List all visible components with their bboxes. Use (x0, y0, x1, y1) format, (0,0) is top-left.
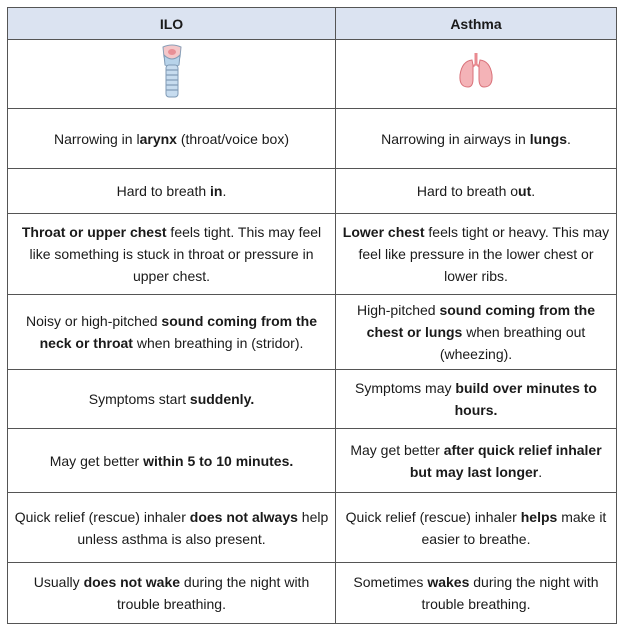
icon-cell-ilo (8, 40, 336, 109)
table-row (8, 295, 617, 370)
header-row (8, 8, 617, 40)
table-row (8, 493, 617, 563)
asthma-cell: High-pitched sound coming from the chest or lungs when breathing out (wheezing). (336, 295, 617, 370)
throat-larynx-icon (157, 43, 187, 105)
icon-row (8, 40, 617, 109)
asthma-cell: Sometimes wakes during the night with trouble breathing. (336, 563, 617, 624)
asthma-cell: May get better after quick relief inhaler but may last longer. (336, 429, 617, 493)
ilo-cell: Narrowing in larynx (throat/voice box) (8, 109, 336, 169)
header-asthma: Asthma (336, 8, 617, 40)
comparison-table-container (7, 7, 616, 624)
ilo-cell: Usually does not wake during the night with trouble breathing. (8, 563, 336, 624)
table-row (8, 109, 617, 169)
ilo-cell: Hard to breath in. (8, 169, 336, 214)
ilo-cell: May get better within 5 to 10 minutes. (8, 429, 336, 493)
ilo-cell: Quick relief (rescue) inhaler does not always help unless asthma is also present. (8, 493, 336, 563)
ilo-vs-asthma-table (7, 7, 617, 624)
header-ilo: ILO (8, 8, 336, 40)
asthma-cell: Hard to breath out. (336, 169, 617, 214)
table-row (8, 429, 617, 493)
ilo-cell: Symptoms start suddenly. (8, 370, 336, 429)
ilo-cell: Noisy or high-pitched sound coming from the neck or throat when breathing in (stridor). (8, 295, 336, 370)
asthma-cell: Narrowing in airways in lungs. (336, 109, 617, 169)
asthma-cell: Quick relief (rescue) inhaler helps make it easier to breathe. (336, 493, 617, 563)
table-row (8, 370, 617, 429)
lungs-icon (456, 51, 496, 97)
asthma-cell: Lower chest feels tight or heavy. This may feel like pressure in the lower chest or lower ribs. (336, 214, 617, 295)
table-row (8, 169, 617, 214)
table-row (8, 214, 617, 295)
table-row (8, 563, 617, 624)
icon-cell-asthma (336, 40, 617, 109)
ilo-cell: Throat or upper chest feels tight. This may feel like something is stuck in throat or pressure in upper chest. (8, 214, 336, 295)
asthma-cell: Symptoms may build over minutes to hours. (336, 370, 617, 429)
